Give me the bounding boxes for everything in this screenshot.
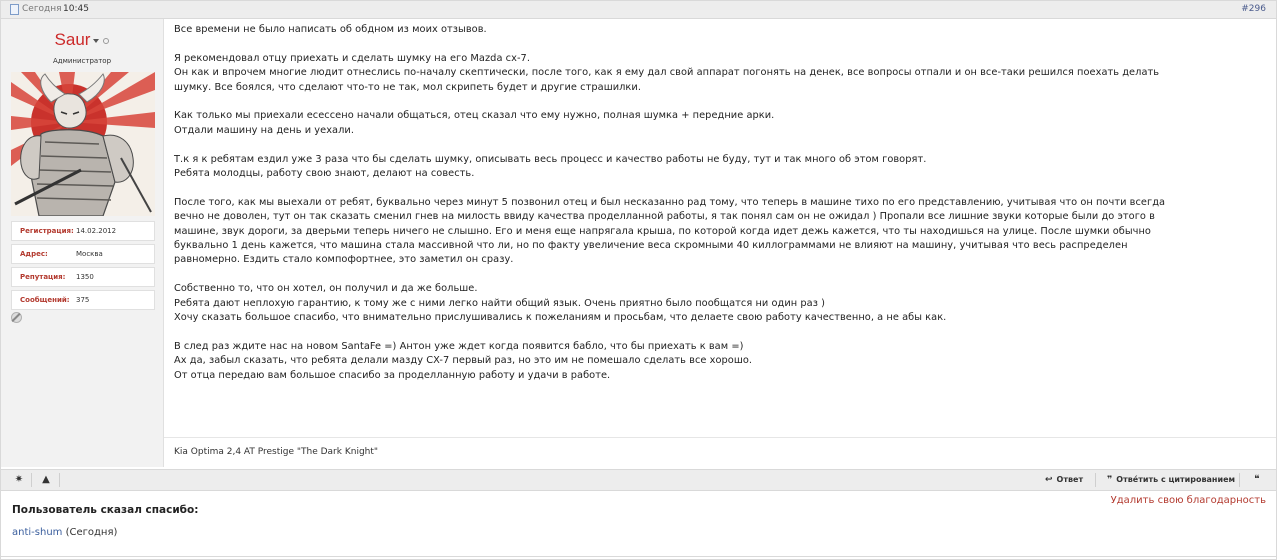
chevron-down-icon[interactable]: [93, 39, 99, 43]
divider: [1, 556, 1276, 557]
field-label: Регистрация:: [20, 227, 74, 235]
post-line: Все времени не было написать об обдном из моих отзывов.: [174, 24, 487, 35]
thanks-title: Пользователь сказал спасибо:: [12, 504, 199, 516]
post-paragraph: [174, 109, 1269, 138]
divider: [1095, 473, 1096, 487]
user-info-panel: [1, 19, 164, 467]
remove-thanks-link[interactable]: Удалить свою благодарность: [1110, 495, 1266, 506]
username-row: [1, 31, 163, 49]
post-line: вечно не доволен, тут он так сказать сменил гнев на милость ввиду качества проделланной работы, я так понял сам он не ожидал ) Пропали все лишние звуки которые были до этого в: [174, 211, 1155, 223]
post-line: В след раз ждите нас на новом SantaFe =) Антон уже ждет когда появится бабло, что бы приехать к вам =): [174, 340, 744, 352]
post-line: равномерно. Ездить стало компофортнее, это заметил он сразу.: [174, 254, 514, 266]
post-line: буквально 1 день кажется, что машина стала массивной что ли, но по факту увеличение веса скромными 40 киллограммами не влияют на машину, учитывая что весь распределен: [174, 240, 1128, 252]
post-line: Собственно то, что он хотел, он получил и да же больше.: [174, 283, 478, 295]
post-paragraph: [174, 282, 1269, 325]
post-paragraph: [174, 340, 1269, 383]
quote-icon: ❞: [1107, 475, 1113, 485]
field-value: 14.02.2012: [76, 227, 117, 235]
post-line: От отца передаю вам большое спасибо за проделланную работу и удачи в работе.: [174, 369, 611, 381]
address-field: [11, 244, 155, 264]
field-value: 1350: [76, 273, 94, 281]
post-line: Ах да, забыл сказать, что ребята делали мазду CX-7 первый раз, но это им не помешало сделать все хорошо.: [174, 355, 753, 367]
signature: Kia Optima 2,4 AT Prestige "The Dark Knight": [174, 447, 379, 457]
star-icon[interactable]: ✷: [14, 474, 24, 485]
post-footer-bar: [1, 469, 1276, 491]
reply-label: Ответ: [1056, 475, 1084, 484]
user-role: Администратор: [52, 57, 112, 65]
post-paragraph: [174, 153, 1269, 182]
divider: [31, 473, 32, 487]
post-number-link[interactable]: #296: [1241, 4, 1266, 14]
post-line: Ребята молодцы, работу свою знают, делают на совесть.: [174, 168, 475, 180]
thanks-user-row: [12, 527, 117, 538]
username-link[interactable]: Saur: [54, 30, 91, 49]
post-header: [1, 1, 1276, 19]
post-line: Т.к я к ребятам ездил уже 3 раза что бы сделать шумку, описывать весь процесс и качество работы не буду, тут и так много об этом говорят.: [174, 153, 927, 165]
reply-button[interactable]: [1045, 470, 1083, 490]
field-value: 375: [76, 296, 90, 304]
post-paragraph: [174, 52, 1269, 95]
post-line: Хочу сказать большое спасибо, что внимательно прислушивались к пожеланиям и просьбам, что делаете свою работу качественно, а не абы как.: [174, 312, 947, 324]
registration-field: [11, 221, 155, 241]
reputation-field: [11, 267, 155, 287]
signature-divider: [164, 437, 1276, 438]
post-time: 10:45: [63, 4, 89, 14]
multiquote-icon[interactable]: ❝: [1254, 474, 1260, 485]
reputation-icon[interactable]: [11, 312, 22, 323]
post-line: Отдали машину на день и уехали.: [174, 124, 354, 136]
post-line: шумку. Все боялся, что сделают что-то не так, мол скрипеть будет и другие страшилки.: [174, 81, 641, 93]
post-line: Он как и впрочем многие людит отнеслись по-началу скептически, после того, как я ему дал свой аппарат погонять на денек, все вопросы отпали и он все-таки решился поехать делать: [174, 67, 1160, 79]
thanks-user-link[interactable]: anti-shum: [12, 527, 63, 538]
field-label: Репутация:: [20, 273, 66, 281]
post-line: машине, звук дороги, за дверьми теперь ничего не слышно. Его и меня еще напрягала крыша, по которой когда идет дежь кажется, что ты находишься на улице. После шумки обычно: [174, 225, 1151, 237]
post-line: Как только мы приехали есессено начали общаться, отец сказал что ему нужно, полная шумка + передние арки.: [174, 110, 775, 122]
field-label: Сообщений:: [20, 296, 70, 304]
warning-icon[interactable]: ▲: [42, 474, 50, 485]
document-icon: [10, 4, 19, 15]
field-label: Адрес:: [20, 250, 48, 258]
messages-field: [11, 290, 155, 310]
user-fields: [11, 221, 155, 313]
post-paragraph: [174, 23, 1269, 37]
post-content: [174, 23, 1269, 397]
offline-status-icon: [103, 38, 109, 44]
post-line: После того, как мы выехали от ребят, буквально через минут 5 позвонил отец и был несказанно рад тому, что теперь в машине тихо по его представлению, учитывая что он почти всегда: [174, 196, 1166, 208]
divider: [1239, 473, 1240, 487]
field-value: Москва: [76, 250, 103, 258]
thanks-date: (Сегодня): [65, 527, 118, 538]
divider: [59, 473, 60, 487]
reply-with-quote-button[interactable]: [1107, 470, 1235, 490]
avatar[interactable]: [11, 72, 155, 216]
reply-with-quote-label: Отвéтить с цитированием: [1116, 475, 1236, 484]
avatar-image: [11, 72, 155, 216]
post-line: Ребята дают неплохую гарантию, к тому же с ними легко найти общий язык. Очень приятно было пообщатся ни один раз ): [174, 297, 826, 309]
post-paragraph: [174, 196, 1269, 268]
post-date: Сегодня: [22, 4, 62, 14]
reply-icon: ↩: [1045, 475, 1053, 485]
post-line: Я рекомендовал отцу приехать и сделать шумку на его Mazda cx-7.: [174, 52, 530, 64]
